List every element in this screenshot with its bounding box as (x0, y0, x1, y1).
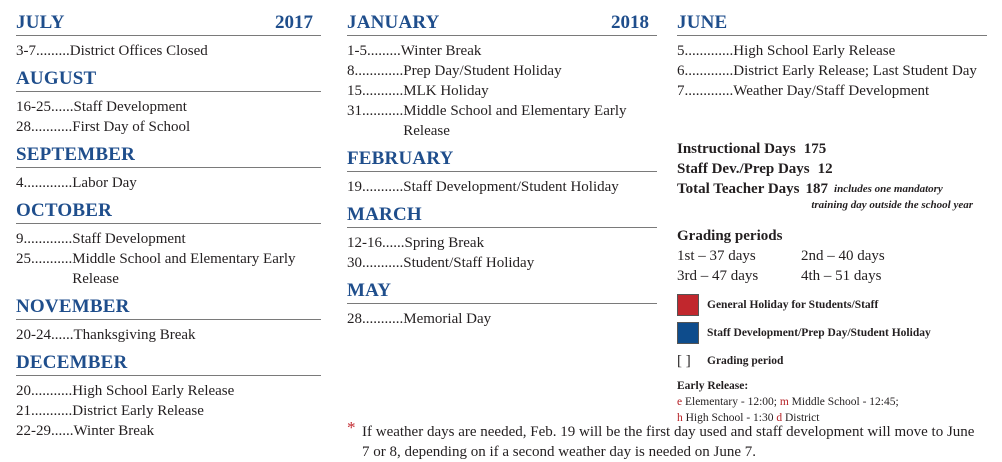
calendar-entry: 28 ........... First Day of School (16, 117, 321, 137)
code-d-text: District (782, 412, 820, 424)
entry-date: 21 (16, 403, 31, 419)
calendar-entry: 7 ............. Weather Day/Staff Development (677, 81, 987, 101)
teacher-days-value: 187 (805, 181, 829, 197)
month-header-october (16, 200, 321, 224)
entry-date: 1-5 (347, 43, 367, 59)
entry-text: District Offices Closed (69, 43, 208, 59)
asterisk-icon: * (347, 418, 356, 437)
code-h: h (677, 412, 683, 424)
calendar-entry: 1-5 ......... Winter Break (347, 41, 657, 61)
entry-text: Spring Break (404, 235, 485, 251)
entry-text: High School Early Release (733, 43, 896, 59)
entry-date: 3-7 (16, 43, 36, 59)
instructional-days-value: 175 (803, 141, 827, 157)
entry-text: Student/Staff Holiday (403, 255, 535, 271)
footnote-text: If weather days are needed, Feb. 19 will be the first day used and staff development will move to June 7 or 8, depending on if a second weather day is needed on June 7. (362, 424, 975, 460)
calendar-entry: 31 ........... Middle School and Elementary Early Release (347, 101, 657, 141)
entry-text: Thanksgiving Break (73, 327, 196, 343)
grading-period-2: 2nd – 40 days (801, 248, 885, 264)
staff-dev-days-label: Staff Dev./Prep Days (677, 161, 810, 177)
early-release-heading: Early Release: (677, 380, 749, 392)
entry-text: Weather Day/Staff Development (733, 83, 930, 99)
entry-date: 19 (347, 179, 362, 195)
month-header-july (16, 0, 321, 36)
early-release-key (677, 378, 987, 426)
calendar-entry: 16-25 ...... Staff Development (16, 97, 321, 117)
entry-date: 9 (16, 231, 24, 247)
day-totals (677, 139, 987, 211)
december-entries (16, 376, 321, 441)
calendar-entry: 12-16 ...... Spring Break (347, 233, 657, 253)
legend-item-staff (677, 321, 987, 345)
calendar-entry: 19 ........... Staff Development/Student Holiday (347, 177, 657, 197)
grading-period-4: 4th – 51 days (801, 268, 882, 284)
entry-text: Winter Break (73, 423, 155, 439)
grading-periods (677, 226, 987, 286)
month-header-september (16, 144, 321, 168)
september-entries (16, 168, 321, 193)
entry-date: 28 (347, 311, 362, 327)
holiday-swatch (677, 294, 699, 316)
month-name: MAY (347, 280, 392, 301)
calendar-entry: 15 ........... MLK Holiday (347, 81, 657, 101)
entry-text: Staff Development (73, 99, 187, 115)
entry-date: 20 (16, 383, 31, 399)
august-entries (16, 92, 321, 137)
code-d: d (776, 412, 783, 424)
calendar-entry: 8 ............. Prep Day/Student Holiday (347, 61, 657, 81)
calendar-entry: 30 ........... Student/Staff Holiday (347, 253, 657, 273)
entry-date: 22-29 (16, 423, 51, 439)
january-entries (347, 36, 657, 141)
legend-item-holiday (677, 293, 987, 317)
calendar-entry: 20 ........... High School Early Release (16, 381, 321, 401)
teacher-days-row (677, 179, 987, 199)
month-header-february (347, 148, 657, 172)
entry-date: 7 (677, 83, 685, 99)
february-entries (347, 172, 657, 197)
month-name: JULY (16, 12, 65, 33)
entry-text: High School Early Release (72, 383, 235, 399)
month-header-march (347, 204, 657, 228)
year-label: 2018 (611, 12, 649, 33)
entry-date: 8 (347, 63, 355, 79)
column-middle (347, 0, 657, 329)
entry-date: 25 (16, 251, 31, 267)
entry-text: District Early Release (72, 403, 204, 419)
calendar-entry: 28 ........... Memorial Day (347, 309, 657, 329)
calendar-entry: 5 ............. High School Early Release (677, 41, 987, 61)
entry-date: 28 (16, 119, 31, 135)
staff-swatch (677, 322, 699, 344)
entry-text: Staff Development (72, 231, 186, 247)
month-name: JUNE (677, 12, 728, 33)
calendar-entry: 20-24 ...... Thanksgiving Break (16, 325, 321, 345)
staff-label: Staff Development/Prep Day/Student Holiday (707, 327, 931, 339)
month-header-may (347, 280, 657, 304)
month-header-june (677, 0, 987, 36)
calendar-entry: 6 ............. District Early Release; Last Student Day (677, 61, 987, 81)
code-h-text: High School - 1:30 (682, 412, 777, 424)
may-entries (347, 304, 657, 329)
november-entries (16, 320, 321, 345)
month-name: AUGUST (16, 68, 97, 89)
entry-text: Middle School and Elementary Early Release (72, 251, 296, 287)
grading-period-label: Grading period (707, 355, 784, 367)
month-name: FEBRUARY (347, 148, 454, 169)
month-name: MARCH (347, 204, 422, 225)
entry-text: Middle School and Elementary Early Release (403, 103, 627, 139)
entry-date: 4 (16, 175, 24, 191)
calendar-entry: 21 ........... District Early Release (16, 401, 321, 421)
entry-text: Winter Break (400, 43, 482, 59)
year-label: 2017 (275, 12, 313, 33)
teacher-days-label: Total Teacher Days (677, 181, 800, 197)
month-header-august (16, 68, 321, 92)
teacher-days-note-1: includes one mandatory (834, 183, 943, 195)
month-name: SEPTEMBER (16, 144, 135, 165)
entry-date: 15 (347, 83, 362, 99)
calendar-entry: 9 ............. Staff Development (16, 229, 321, 249)
entry-date: 6 (677, 63, 685, 79)
calendar-entry: 25 ........... Middle School and Elementary Early Release (16, 249, 321, 289)
calendar-entry: 4 ............. Labor Day (16, 173, 321, 193)
grading-period-3: 3rd – 47 days (677, 268, 759, 284)
grading-period-1: 1st – 37 days (677, 248, 756, 264)
instructional-days-label: Instructional Days (677, 141, 796, 157)
month-name: DECEMBER (16, 352, 128, 373)
entry-date: 31 (347, 103, 362, 119)
legend (677, 293, 987, 373)
legend-item-grading (677, 349, 987, 373)
entry-date: 30 (347, 255, 362, 271)
month-name: NOVEMBER (16, 296, 130, 317)
entry-date: 5 (677, 43, 685, 59)
column-left (16, 0, 321, 441)
calendar-entry: 22-29 ...... Winter Break (16, 421, 321, 441)
code-e-text: Elementary - 12:00; (682, 396, 780, 408)
column-right (677, 0, 987, 426)
entry-date: 20-24 (16, 327, 51, 343)
month-header-january (347, 0, 657, 36)
entry-text: Prep Day/Student Holiday (403, 63, 562, 79)
entry-date: 16-25 (16, 99, 51, 115)
entry-date: 12-16 (347, 235, 382, 251)
bracket-symbol: [ ] (677, 352, 691, 369)
entry-text: First Day of School (72, 119, 191, 135)
month-name: OCTOBER (16, 200, 113, 221)
teacher-days-note-2: training day outside the school year (811, 199, 973, 211)
entry-text: Labor Day (72, 175, 137, 191)
code-m: m (779, 396, 789, 408)
march-entries (347, 228, 657, 273)
staff-dev-days-row (677, 159, 987, 179)
instructional-days-row (677, 139, 987, 159)
month-header-december (16, 352, 321, 376)
october-entries (16, 224, 321, 289)
month-header-november (16, 296, 321, 320)
grading-heading: Grading periods (677, 228, 783, 244)
entry-text: Memorial Day (403, 311, 492, 327)
entry-text: Staff Development/Student Holiday (403, 179, 619, 195)
july-entries (16, 36, 321, 61)
staff-dev-days-value: 12 (817, 161, 833, 177)
entry-text: MLK Holiday (403, 83, 489, 99)
calendar-entry: 3-7 ......... District Offices Closed (16, 41, 321, 61)
june-entries (677, 36, 987, 101)
code-e: e (677, 396, 683, 408)
month-name: JANUARY (347, 12, 440, 33)
holiday-label: General Holiday for Students/Staff (707, 299, 879, 311)
code-m-text: Middle School - 12:45; (788, 396, 899, 408)
entry-text: District Early Release; Last Student Day (733, 63, 977, 79)
